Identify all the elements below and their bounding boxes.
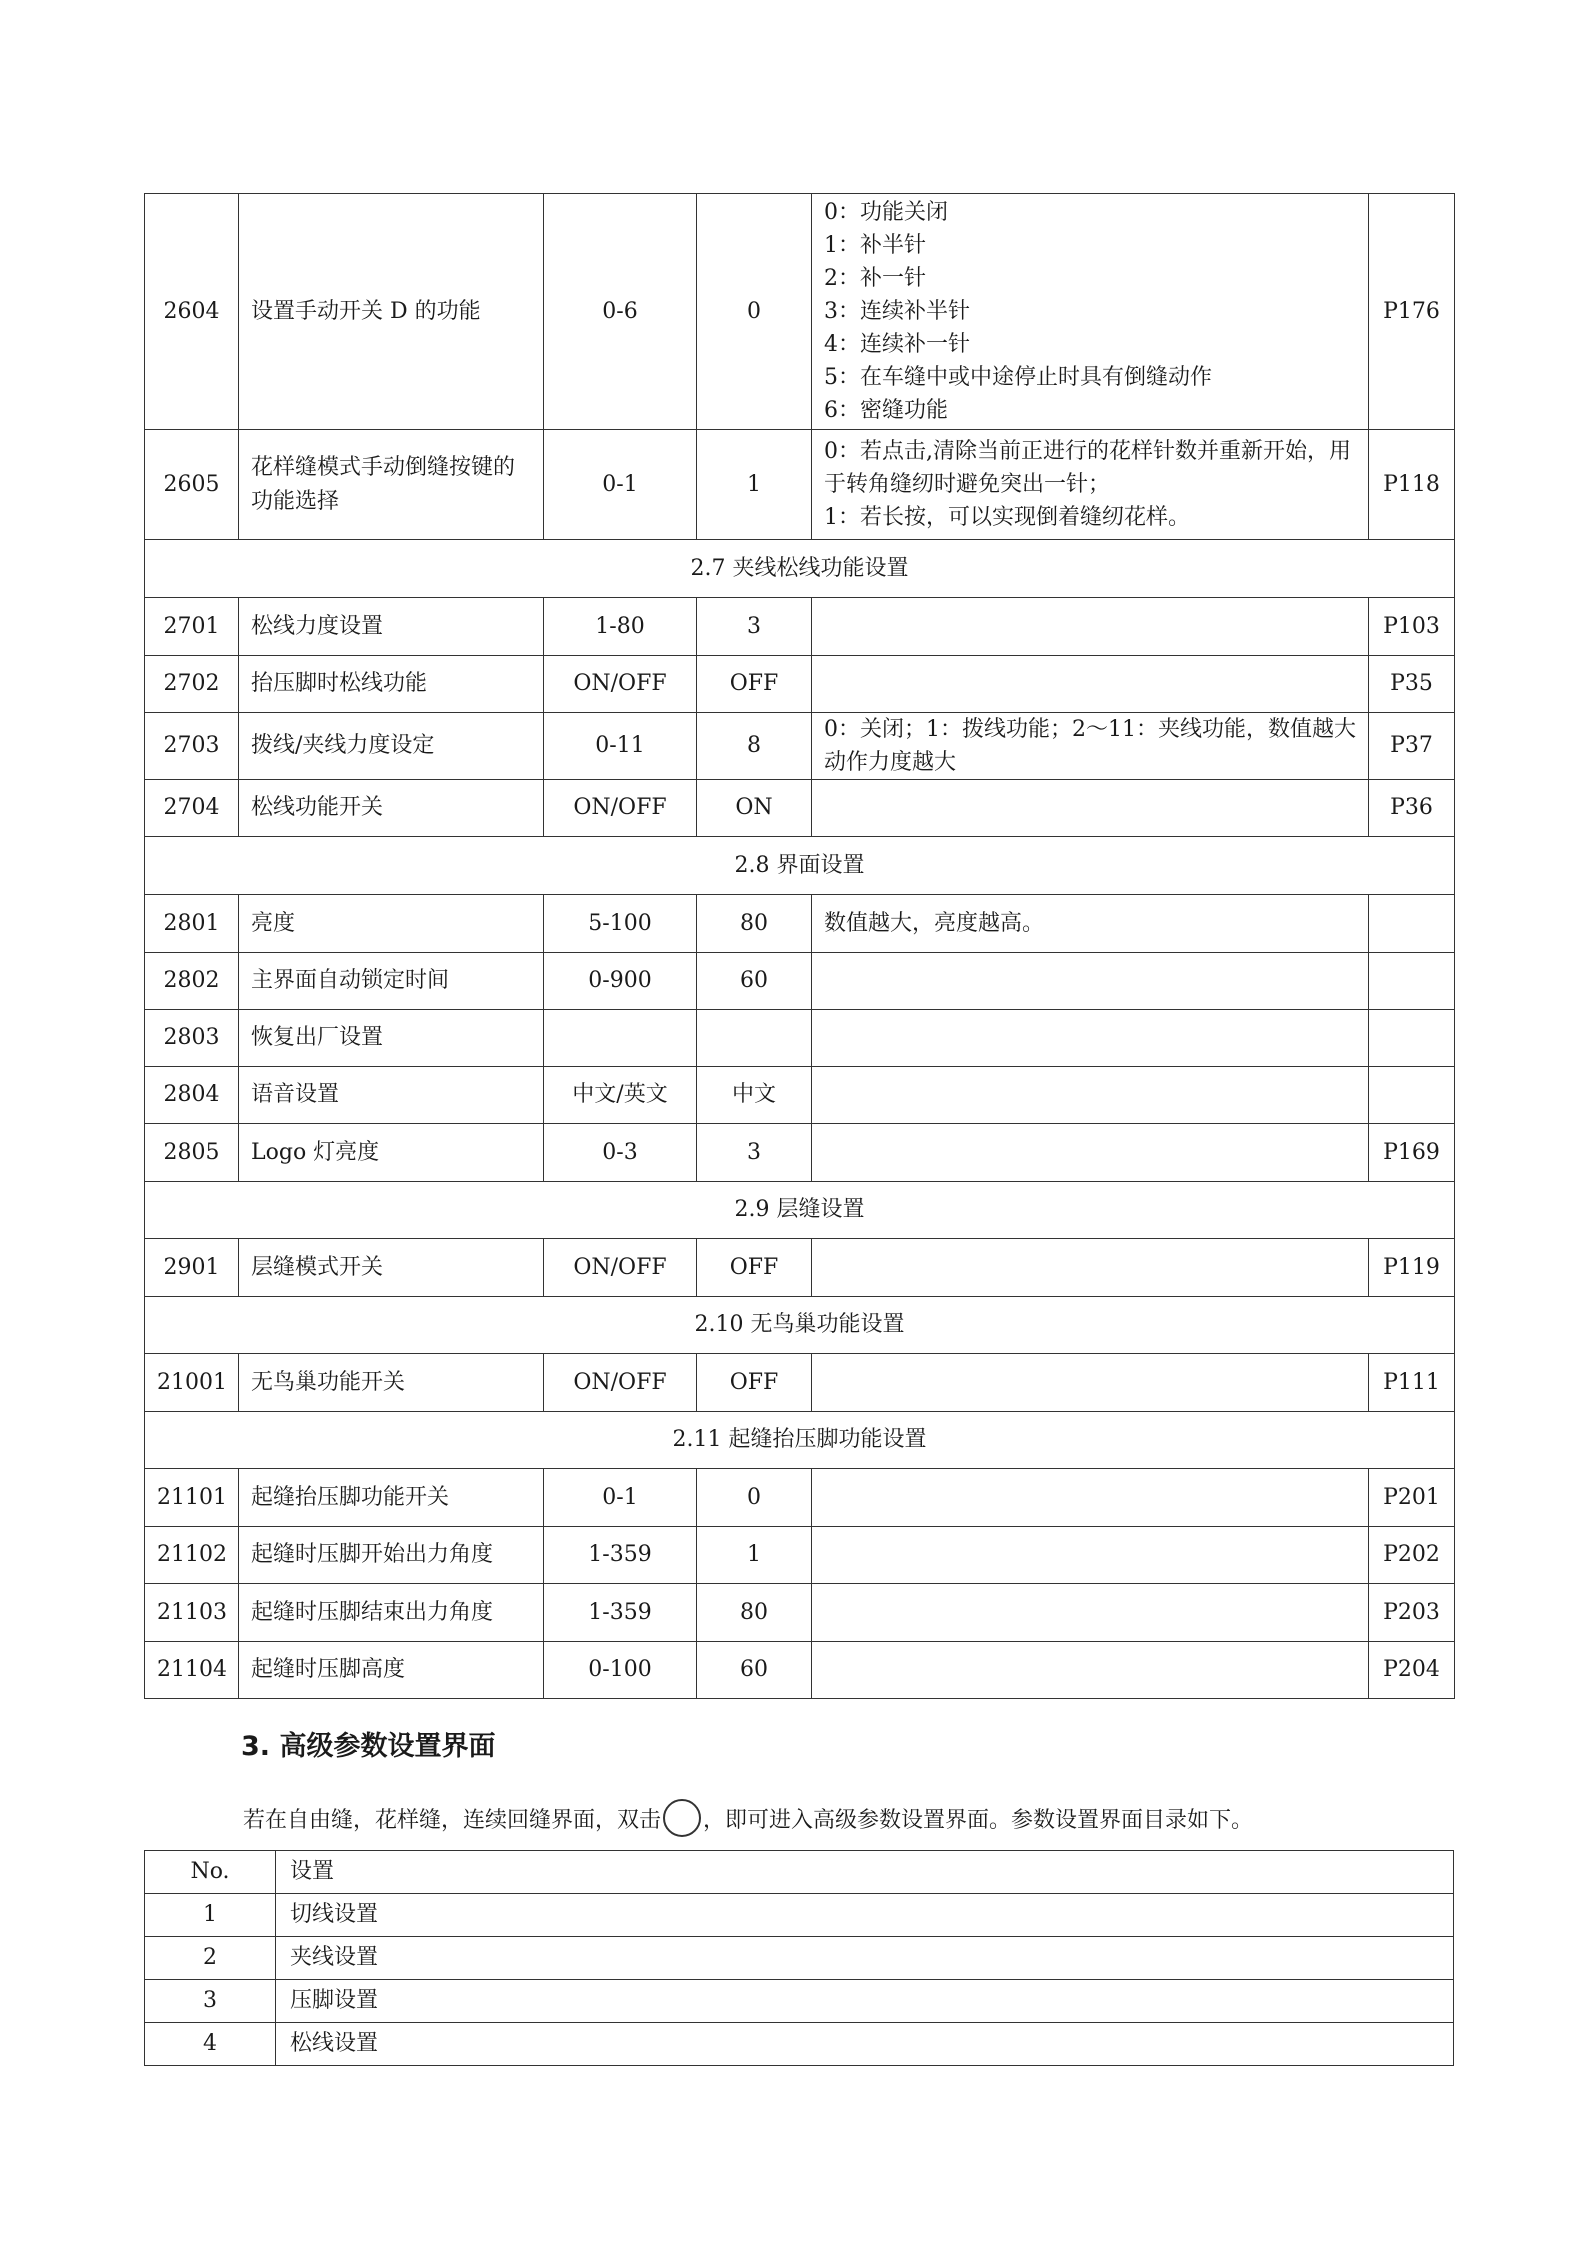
- table-row: [145, 1937, 1454, 1980]
- table-row: [145, 2023, 1454, 2066]
- param-default: OFF: [697, 1354, 812, 1412]
- param-page: P103: [1369, 598, 1455, 656]
- section-title: 2.8 界面设置: [145, 837, 1455, 895]
- param-range: 0-6: [544, 194, 697, 430]
- param-page: [1369, 1010, 1455, 1067]
- param-id: 2604: [145, 194, 239, 430]
- param-name: 设置手动开关 D 的功能: [239, 194, 544, 430]
- param-id: 2704: [145, 780, 239, 837]
- param-description: [812, 713, 1369, 780]
- param-name: 拨线/夹线力度设定: [239, 713, 544, 780]
- table-row: [145, 1124, 1455, 1182]
- param-page: P202: [1369, 1527, 1455, 1584]
- description-line: 1：若长按，可以实现倒着缝纫花样。: [824, 505, 1190, 530]
- setting-no: 2: [145, 1937, 276, 1980]
- param-range: 0-11: [544, 713, 697, 780]
- param-id: 21101: [145, 1469, 239, 1527]
- param-description: [812, 194, 1369, 430]
- setting-label: 压脚设置: [276, 1980, 1454, 2023]
- intro-paragraph: [243, 1799, 1253, 1841]
- param-range: 0-900: [544, 953, 697, 1010]
- param-description: [812, 953, 1369, 1010]
- param-name: 抬压脚时松线功能: [239, 656, 544, 713]
- section-title: 2.7 夹线松线功能设置: [145, 540, 1455, 598]
- param-name: 起缝时压脚结束出力角度: [239, 1584, 544, 1642]
- description-line: 5：在车缝中或中途停止时具有倒缝动作: [824, 365, 1212, 390]
- description-line: 3：连续补半针: [824, 299, 970, 324]
- setting-no: 4: [145, 2023, 276, 2066]
- param-id: 2802: [145, 953, 239, 1010]
- param-range: 0-100: [544, 1642, 697, 1699]
- param-name: 松线力度设置: [239, 598, 544, 656]
- description-line: 0：关闭；1：拨线功能；2～11：夹线功能，数值越大动作力度越大: [824, 717, 1356, 775]
- param-default: 中文: [697, 1067, 812, 1124]
- param-default: 60: [697, 953, 812, 1010]
- section-row: [145, 540, 1455, 598]
- param-range: ON/OFF: [544, 780, 697, 837]
- param-default: 1: [697, 1527, 812, 1584]
- table-row: [145, 780, 1455, 837]
- param-default: 1: [697, 430, 812, 540]
- section-title: 2.11 起缝抬压脚功能设置: [145, 1412, 1455, 1469]
- param-default: 80: [697, 895, 812, 953]
- param-page: P118: [1369, 430, 1455, 540]
- param-description: [812, 1469, 1369, 1527]
- description-line: 0：功能关闭: [824, 200, 948, 225]
- param-range: 0-1: [544, 430, 697, 540]
- param-page: P119: [1369, 1239, 1455, 1297]
- param-range: 1-80: [544, 598, 697, 656]
- parameter-table-body: [145, 194, 1455, 1699]
- param-range: ON/OFF: [544, 656, 697, 713]
- param-description: [812, 656, 1369, 713]
- param-range: 1-359: [544, 1527, 697, 1584]
- param-page: [1369, 895, 1455, 953]
- param-name: 恢复出厂设置: [239, 1010, 544, 1067]
- description-line: 0：若点击,清除当前正进行的花样针数并重新开始，用于转角缝纫时避免突出一针；: [824, 439, 1351, 497]
- param-description: [812, 780, 1369, 837]
- table-row: [145, 1469, 1455, 1527]
- table-header-row: [145, 1851, 1454, 1894]
- table-row: [145, 1354, 1455, 1412]
- intro-text-after: ，即可进入高级参数设置界面。参数设置界面目录如下。: [703, 1808, 1254, 1833]
- param-page: P35: [1369, 656, 1455, 713]
- param-name: 语音设置: [239, 1067, 544, 1124]
- section-row: [145, 1297, 1455, 1354]
- section-row: [145, 1412, 1455, 1469]
- param-name: 主界面自动锁定时间: [239, 953, 544, 1010]
- param-description: [812, 430, 1369, 540]
- param-range: 0-3: [544, 1124, 697, 1182]
- param-name: 起缝抬压脚功能开关: [239, 1469, 544, 1527]
- circle-icon: [663, 1799, 701, 1837]
- param-page: [1369, 1067, 1455, 1124]
- param-default: OFF: [697, 656, 812, 713]
- param-description: [812, 598, 1369, 656]
- param-page: P203: [1369, 1584, 1455, 1642]
- param-description: [812, 1239, 1369, 1297]
- param-page: P204: [1369, 1642, 1455, 1699]
- param-default: [697, 1010, 812, 1067]
- param-default: 80: [697, 1584, 812, 1642]
- description-line: 4：连续补一针: [824, 332, 970, 357]
- param-default: OFF: [697, 1239, 812, 1297]
- param-page: P37: [1369, 713, 1455, 780]
- param-range: ON/OFF: [544, 1239, 697, 1297]
- table-row: [145, 953, 1455, 1010]
- param-name: 层缝模式开关: [239, 1239, 544, 1297]
- param-page: P36: [1369, 780, 1455, 837]
- table-row: [145, 1067, 1455, 1124]
- setting-label: 切线设置: [276, 1894, 1454, 1937]
- param-name: 亮度: [239, 895, 544, 953]
- setting-label: 夹线设置: [276, 1937, 1454, 1980]
- param-id: 2703: [145, 713, 239, 780]
- param-default: 8: [697, 713, 812, 780]
- table-row: [145, 430, 1455, 540]
- param-description: [812, 1010, 1369, 1067]
- param-description: [812, 895, 1369, 953]
- description-line: 6：密缝功能: [824, 398, 948, 423]
- parameter-table: [144, 193, 1455, 1699]
- description-line: 数值越大，亮度越高。: [824, 911, 1045, 936]
- intro-text-before: 若在自由缝，花样缝，连续回缝界面，双击: [243, 1808, 662, 1833]
- param-id: 2701: [145, 598, 239, 656]
- setting-no: 1: [145, 1894, 276, 1937]
- param-default: 3: [697, 1124, 812, 1182]
- param-description: [812, 1584, 1369, 1642]
- table-row: [145, 598, 1455, 656]
- section-title: 2.10 无鸟巢功能设置: [145, 1297, 1455, 1354]
- param-default: 60: [697, 1642, 812, 1699]
- table-row: [145, 194, 1455, 430]
- param-id: 2801: [145, 895, 239, 953]
- param-description: [812, 1354, 1369, 1412]
- param-default: 0: [697, 1469, 812, 1527]
- settings-directory-body: [145, 1851, 1454, 2066]
- param-id: 21001: [145, 1354, 239, 1412]
- table-row: [145, 895, 1455, 953]
- param-name: 无鸟巢功能开关: [239, 1354, 544, 1412]
- param-page: [1369, 953, 1455, 1010]
- setting-no: 3: [145, 1980, 276, 2023]
- table-row: [145, 1584, 1455, 1642]
- param-range: 0-1: [544, 1469, 697, 1527]
- param-default: ON: [697, 780, 812, 837]
- section-row: [145, 1182, 1455, 1239]
- setting-label: 松线设置: [276, 2023, 1454, 2066]
- settings-directory-table: [144, 1850, 1454, 2066]
- header-setting: 设置: [276, 1851, 1454, 1894]
- param-range: ON/OFF: [544, 1354, 697, 1412]
- param-description: [812, 1124, 1369, 1182]
- section-row: [145, 837, 1455, 895]
- table-row: [145, 1527, 1455, 1584]
- param-name: 起缝时压脚高度: [239, 1642, 544, 1699]
- param-default: 3: [697, 598, 812, 656]
- param-range: 5-100: [544, 895, 697, 953]
- param-range: 中文/英文: [544, 1067, 697, 1124]
- param-name: 花样缝模式手动倒缝按键的功能选择: [239, 430, 544, 540]
- param-page: P169: [1369, 1124, 1455, 1182]
- param-id: 21103: [145, 1584, 239, 1642]
- param-name: Logo 灯亮度: [239, 1124, 544, 1182]
- param-description: [812, 1527, 1369, 1584]
- section-title: 2.9 层缝设置: [145, 1182, 1455, 1239]
- param-id: 21102: [145, 1527, 239, 1584]
- param-range: 1-359: [544, 1584, 697, 1642]
- param-id: 2804: [145, 1067, 239, 1124]
- table-row: [145, 1980, 1454, 2023]
- param-id: 2702: [145, 656, 239, 713]
- header-no: No.: [145, 1851, 276, 1894]
- param-page: P201: [1369, 1469, 1455, 1527]
- table-row: [145, 1239, 1455, 1297]
- param-id: 2803: [145, 1010, 239, 1067]
- table-row: [145, 713, 1455, 780]
- table-row: [145, 1642, 1455, 1699]
- table-row: [145, 656, 1455, 713]
- param-id: 2605: [145, 430, 239, 540]
- param-id: 21104: [145, 1642, 239, 1699]
- param-page: P111: [1369, 1354, 1455, 1412]
- section-heading: 3. 高级参数设置界面: [241, 1731, 496, 1762]
- param-page: P176: [1369, 194, 1455, 430]
- param-range: [544, 1010, 697, 1067]
- param-name: 起缝时压脚开始出力角度: [239, 1527, 544, 1584]
- description-line: 2：补一针: [824, 266, 926, 291]
- table-row: [145, 1010, 1455, 1067]
- param-id: 2805: [145, 1124, 239, 1182]
- table-row: [145, 1894, 1454, 1937]
- description-line: 1：补半针: [824, 233, 926, 258]
- param-id: 2901: [145, 1239, 239, 1297]
- param-default: 0: [697, 194, 812, 430]
- param-description: [812, 1067, 1369, 1124]
- param-description: [812, 1642, 1369, 1699]
- param-name: 松线功能开关: [239, 780, 544, 837]
